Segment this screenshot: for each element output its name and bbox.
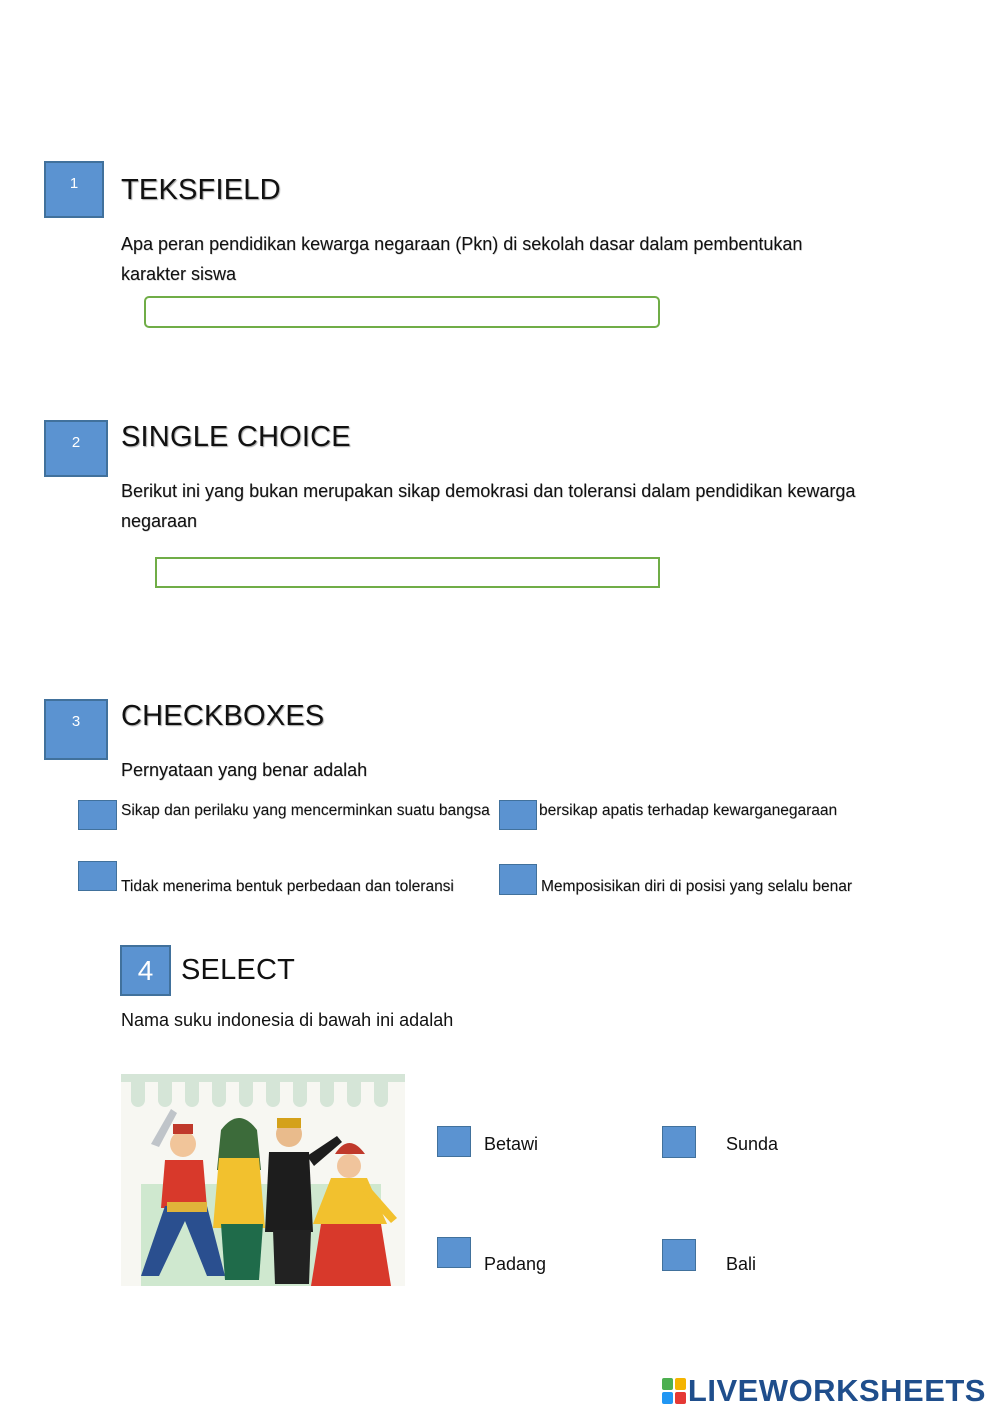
question-text-line: Apa peran pendidikan kewarga negaraan (Pkn) di sekolah dasar dalam pembentukan <box>121 234 803 254</box>
select-option-label-sunda: Sunda <box>726 1134 779 1154</box>
question-text-line: karakter siswa <box>121 264 237 284</box>
traditional-costumes-illustration <box>121 1074 405 1286</box>
checkbox-option-label-1: Sikap dan perilaku yang mencerminkan suatu bangsa <box>121 802 490 819</box>
checkbox-option-3[interactable] <box>78 861 117 891</box>
checkbox-option-2[interactable] <box>499 800 537 830</box>
select-option-padang[interactable] <box>437 1237 471 1268</box>
question-text-1 <box>121 229 802 289</box>
select-option-label-betawi: Betawi <box>484 1134 539 1154</box>
checkbox-option-1[interactable] <box>78 800 117 830</box>
answer-select-field-2[interactable] <box>155 557 660 588</box>
question-number-2 <box>44 420 108 477</box>
question-title-4: SELECT <box>181 954 296 986</box>
answer-text-field-1[interactable] <box>144 296 660 328</box>
question-text-4: Nama suku indonesia di bawah ini adalah <box>121 1010 454 1030</box>
liveworksheets-logo-text: LIVEWORKSHEETS <box>687 1373 986 1408</box>
question-title-1: TEKSFIELD <box>121 174 281 206</box>
select-option-betawi[interactable] <box>437 1126 471 1157</box>
traditional-costumes-image <box>121 1074 405 1286</box>
question-number-3 <box>44 699 108 760</box>
checkbox-option-4[interactable] <box>499 864 537 895</box>
liveworksheets-logo[interactable] <box>662 1373 986 1409</box>
question-text-line: negaraan <box>121 511 198 531</box>
question-title-2: SINGLE CHOICE <box>121 421 351 453</box>
question-number-label: 1 <box>69 175 79 192</box>
question-text-line: Berikut ini yang bukan merupakan sikap demokrasi dan toleransi dalam pendidikan kewarga <box>121 481 856 501</box>
select-option-label-padang: Padang <box>484 1254 547 1274</box>
question-number-label: 4 <box>137 955 154 986</box>
question-number-1 <box>44 161 104 218</box>
checkbox-option-label-2: bersikap apatis terhadap kewarganegaraan <box>539 802 838 819</box>
question-number-4 <box>120 945 171 996</box>
question-number-label: 3 <box>71 713 81 730</box>
select-option-label-bali: Bali <box>726 1254 757 1274</box>
checkbox-option-label-4: Memposisikan diri di posisi yang selalu benar <box>541 878 853 895</box>
select-option-sunda[interactable] <box>662 1126 696 1158</box>
checkbox-option-label-3: Tidak menerima bentuk perbedaan dan toleransi <box>121 878 454 895</box>
question-title-3: CHECKBOXES <box>121 700 325 732</box>
question-text-2 <box>121 476 855 536</box>
question-number-label: 2 <box>71 434 81 451</box>
liveworksheets-logo-icon <box>662 1378 686 1404</box>
select-option-bali[interactable] <box>662 1239 696 1271</box>
question-text-3: Pernyataan yang benar adalah <box>121 760 368 780</box>
